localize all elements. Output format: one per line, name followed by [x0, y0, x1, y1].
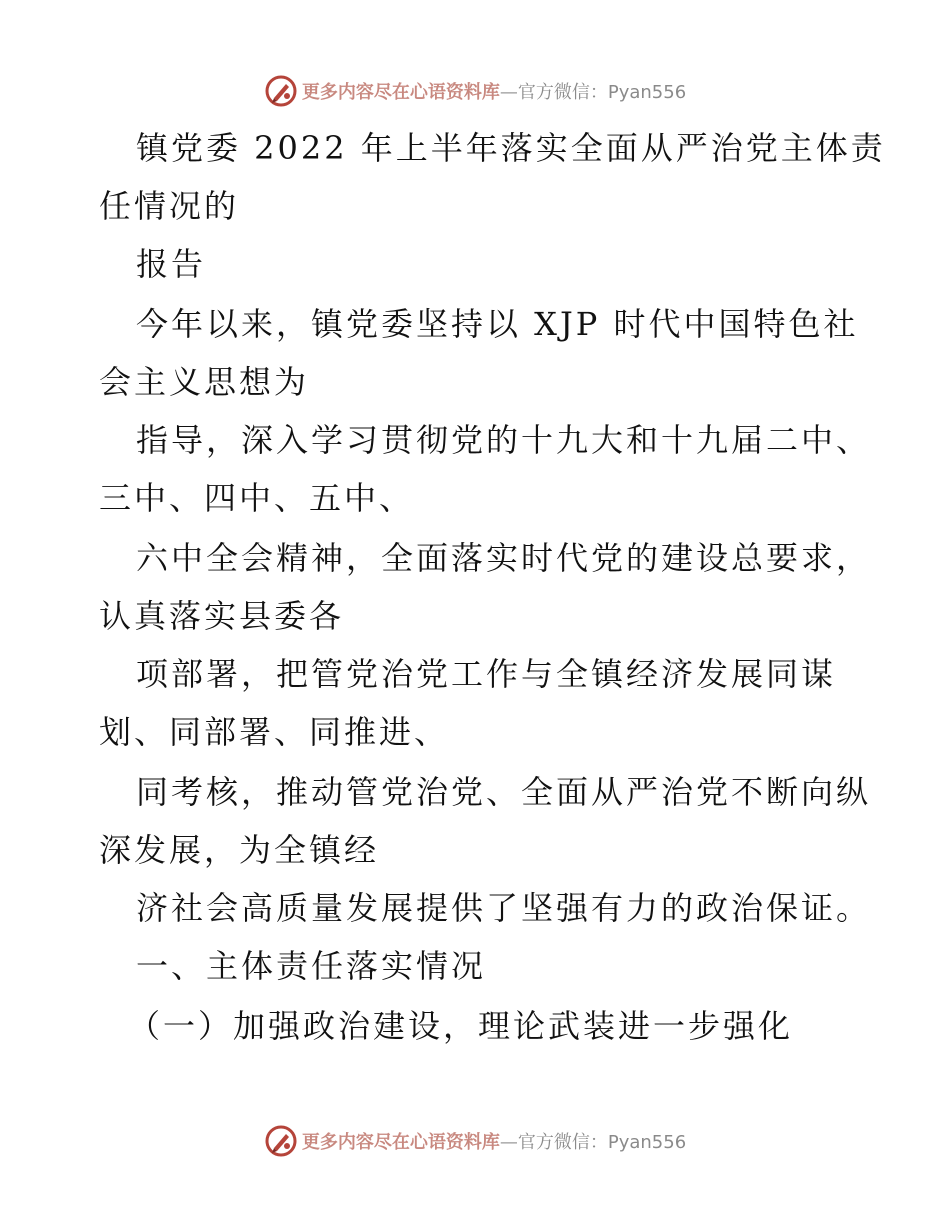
- pen-seal-icon: [264, 74, 298, 108]
- pen-seal-icon: [264, 1124, 298, 1158]
- paragraph-line: 今年以来，镇党委坚持以 XJP 时代中国特色社: [136, 305, 859, 343]
- watermark-separator: —: [499, 82, 518, 103]
- section-heading: 一、主体责任落实情况: [136, 947, 487, 985]
- paragraph-line: 会主义思想为: [99, 363, 310, 401]
- paragraph-line: 划、同部署、同推进、: [99, 713, 450, 751]
- watermark-main-text: 更多内容尽在心语资料库: [301, 82, 500, 103]
- header-watermark: [0, 71, 950, 111]
- subsection-heading: （一）加强政治建设，理论武装进一步强化: [128, 1007, 794, 1045]
- watermark-separator: —: [499, 1132, 518, 1153]
- paragraph-line: 济社会高质量发展提供了坚强有力的政治保证。: [136, 889, 872, 927]
- title-line-2: 任情况的: [99, 187, 240, 225]
- paragraph-line: 指导，深入学习贯彻党的十九大和十九届二中、: [136, 421, 872, 459]
- paragraph-line: 三中、四中、五中、: [99, 479, 415, 517]
- paragraph-line: 项部署，把管党治党工作与全镇经济发展同谋: [136, 655, 837, 693]
- title-line-3: 报告: [136, 245, 207, 283]
- paragraph-line: 认真落实县委各: [99, 597, 345, 635]
- watermark-wechat-text: 官方微信：Pyan556: [517, 1132, 687, 1153]
- watermark-wechat-text: 官方微信：Pyan556: [517, 82, 687, 103]
- title-line-1: 镇党委 2022 年上半年落实全面从严治党主体责: [136, 129, 886, 167]
- watermark-main-text: 更多内容尽在心语资料库: [301, 1132, 500, 1153]
- paragraph-line: 六中全会精神，全面落实时代党的建设总要求，: [136, 539, 872, 577]
- paragraph-line: 同考核，推动管党治党、全面从严治党不断向纵: [136, 773, 872, 811]
- footer-watermark: [0, 1121, 950, 1161]
- paragraph-line: 深发展，为全镇经: [99, 831, 380, 869]
